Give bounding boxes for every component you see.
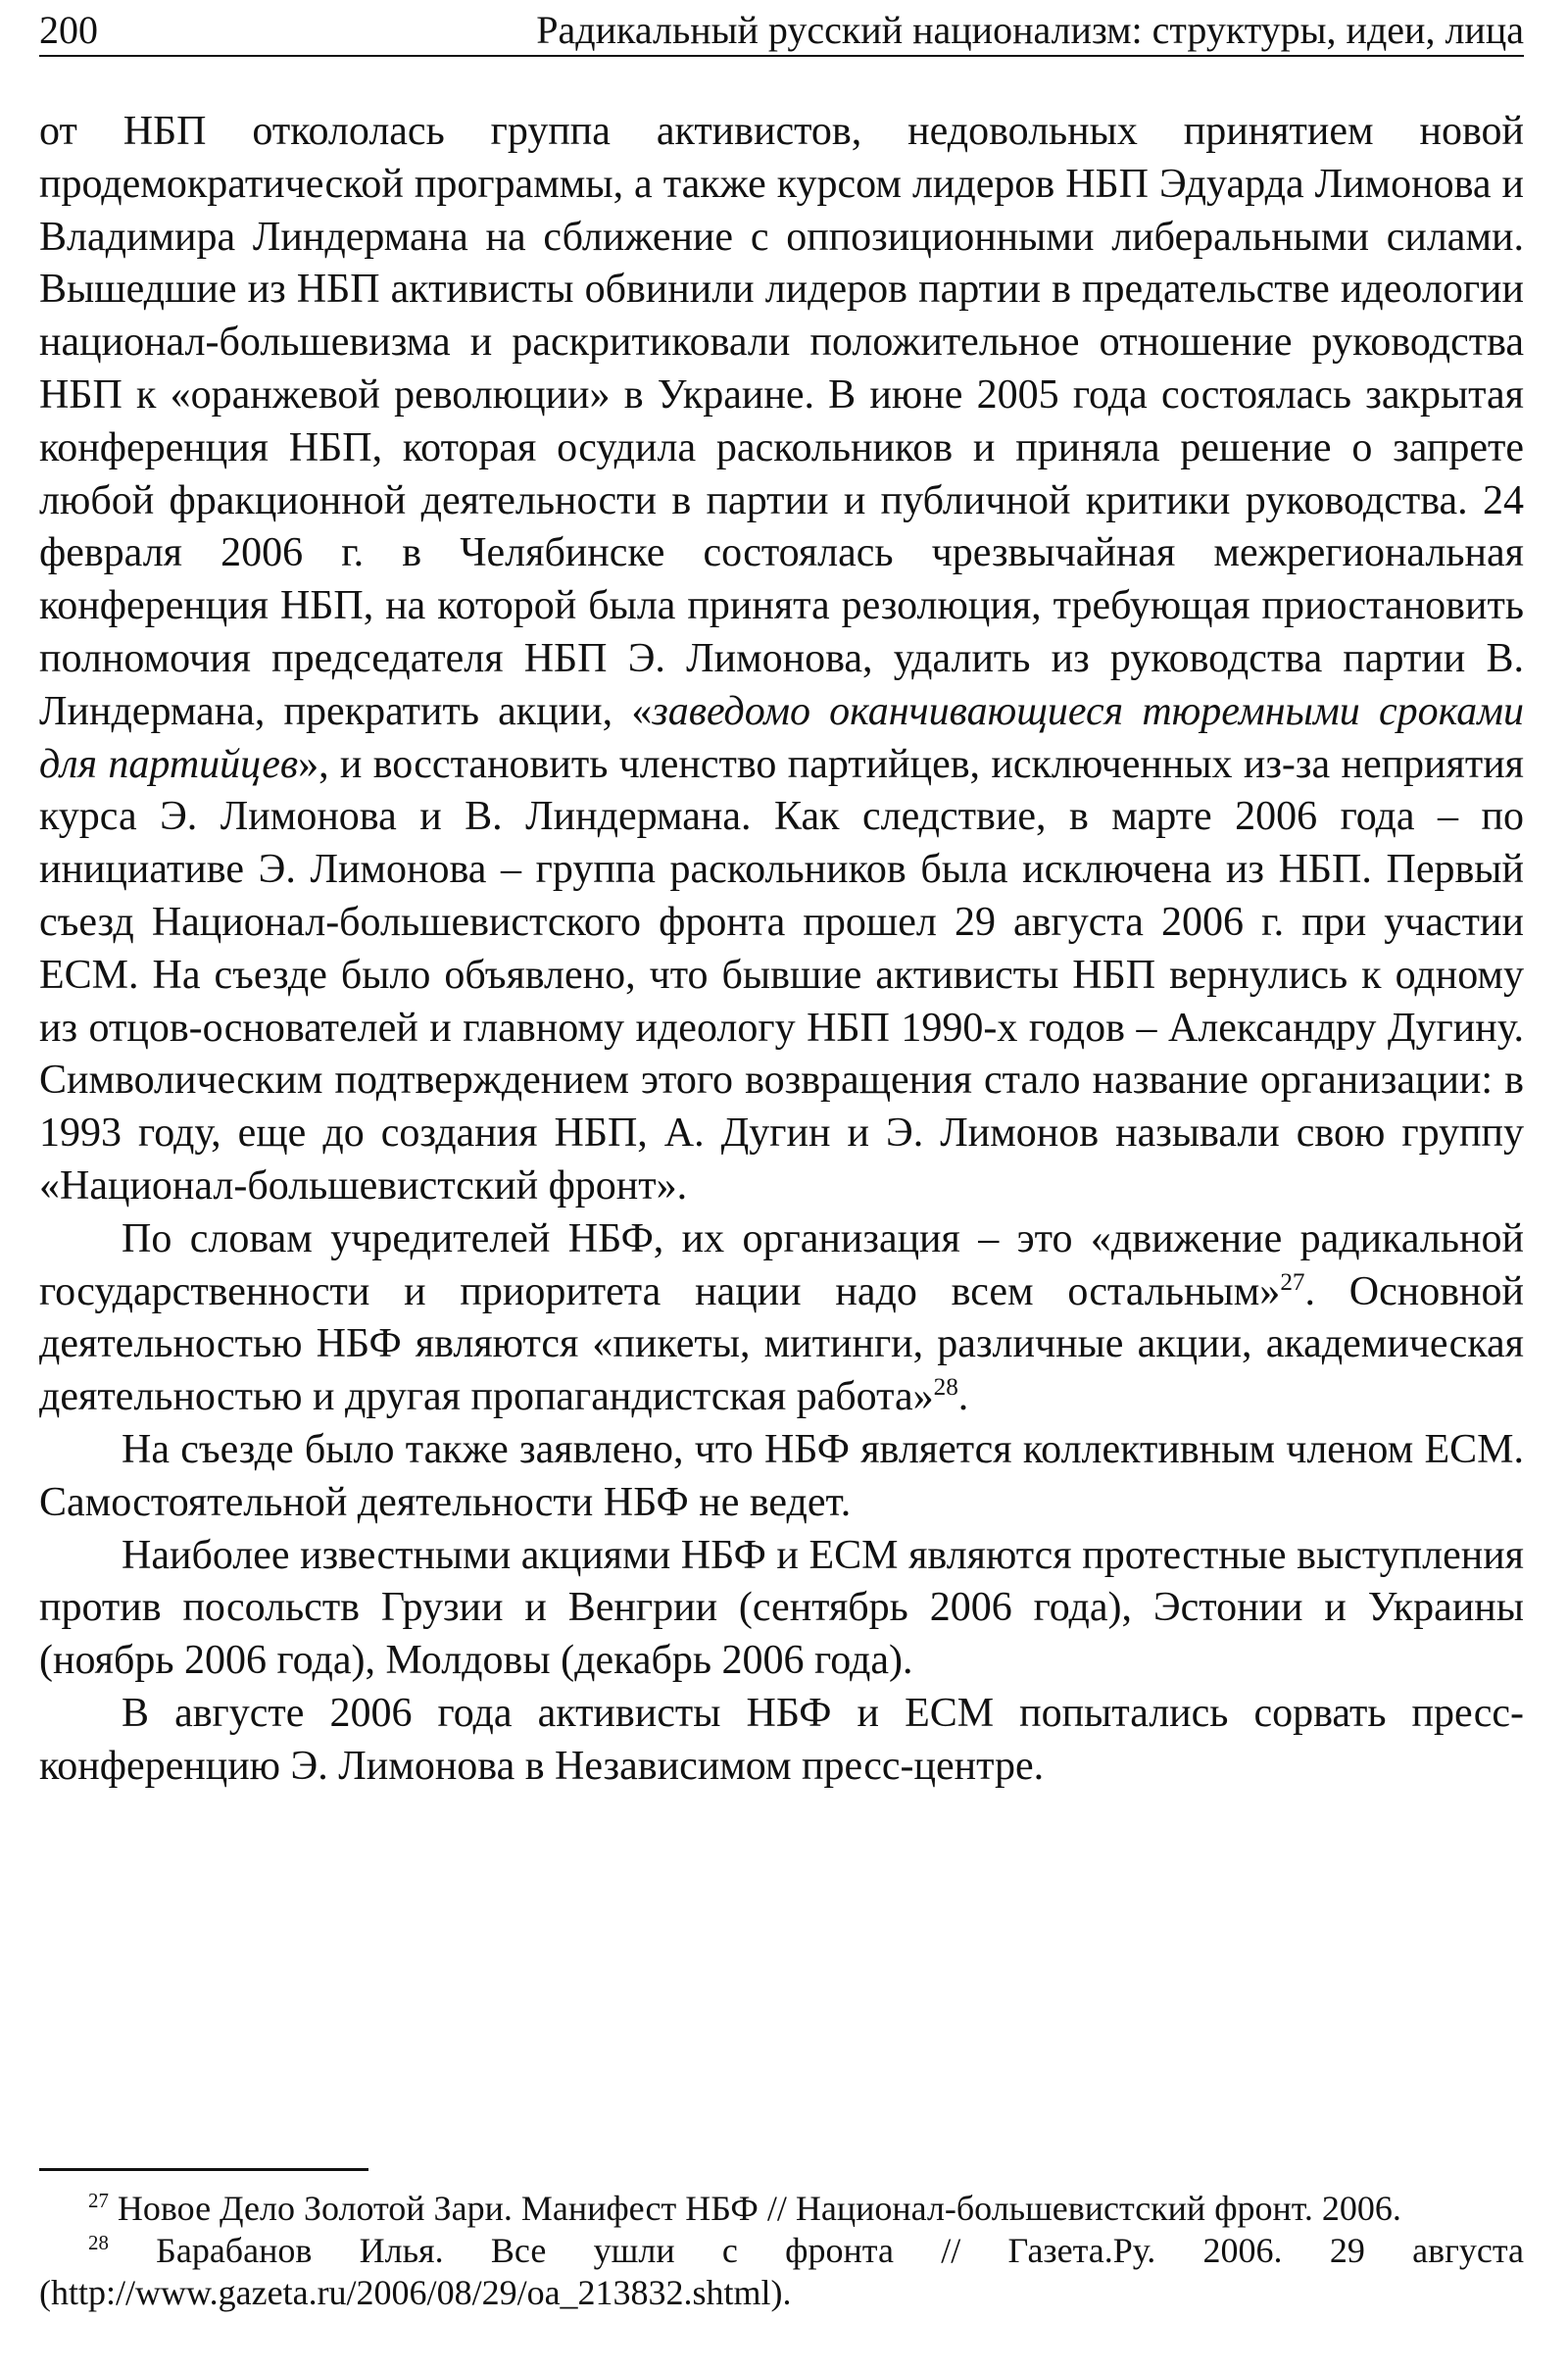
footnote-text: Новое Дело Золотой Зари. Манифест НБФ // Национал-большевистский фронт. 2006. <box>108 2189 1401 2228</box>
footnote-ref-27[interactable]: 27 <box>1280 1268 1305 1296</box>
paragraph-4: Наиболее известными акциями НБФ и ЕСМ являются протестные выступления против посольств Грузии и Венгрии (сентябрь 2006 года), Эстонии и Украины (ноябрь 2006 года), Молдовы (декабрь 2006 года). <box>39 1532 1524 1684</box>
paragraph-2 <box>39 1213 1524 1424</box>
page-number: 200 <box>39 8 98 52</box>
paragraph-3: На съезде было также заявлено, что НБФ является коллективным членом ЕСМ. Самостоятельной деятельности НБФ не ведет. <box>39 1426 1524 1525</box>
paragraph-2-text-c: . <box>957 1374 969 1420</box>
body-text <box>39 106 1524 1794</box>
paragraph-1-text-b: », и восстановить членство партийцев, исключенных из-за неприятия курса Э. Лимонова и В. Линдермана. Как следствие, в марте 2006 года – по инициативе Э. Лимонова – группа раскольников была исключена из НБП. Первый съезд Национал-большевистского фронта прошел 29 августа 2006 г. при участии ЕСМ. На съезде было объявлено, что бывшие активисты НБП вернулись к одному из отцов-основателей и главному идеологу НБП 1990-х годов – Александру Дугину. Символическим подтверждением этого возвращения стало название организации: в 1993 году, еще до создания НБП, А. Дугин и Э. Лимонов называли свою группу «Национал-большевистский фронт». <box>39 741 1525 1209</box>
paragraph-1-italic-quote: заведомо оканчивающиеся тюремными сроками для партийцев <box>39 688 1525 787</box>
running-title: Радикальный русский национализм: структуры, идеи, лица <box>536 8 1524 52</box>
footnote-number: 27 <box>88 2189 109 2212</box>
paragraph-1-text-a: от НБП откололась группа активистов, недовольных принятием новой продемократической программы, а также курсом лидеров НБП Эдуарда Лимонова и Владимира Линдермана на сближение с оппозиционными либеральными силами. Вышедшие из НБП активисты обвинили лидеров партии в предательстве идеологии национал-большевизма и раскритиковали положительное отношение руководства НБП к «оранжевой революции» в Украине. В июне 2005 года состоялась закрытая конференция НБП, которая осудила раскольников и приняла решение о запрете любой фракционной деятельности в партии и публичной критики руководства. 24 февраля 2006 г. в Челябинске состоялась чрезвычайная межрегиональная конференция НБП, на которой была принята резолюция, требующая приостановить полномочия председателя НБП Э. Лимонова, удалить из руководства партии В. Линдермана, прекратить акции, « <box>39 109 1524 734</box>
paragraph-1 <box>39 106 1524 1213</box>
footnote-divider <box>39 2168 368 2171</box>
paragraph-2-text-a: По словам учредителей НБФ, их организация – это «движение радикальной государственности и приоритета нации надо всем остальным» <box>39 1215 1524 1314</box>
footnote-number: 28 <box>88 2231 109 2254</box>
page-header <box>39 6 1524 57</box>
paragraph-2-text-b: . Основной деятельностью НБФ являются «пикеты, митинги, различные акции, академическая деятельностью и другая пропагандистская работа» <box>39 1268 1524 1420</box>
footnote-27 <box>39 2188 1524 2230</box>
footnote-ref-28[interactable]: 28 <box>933 1374 958 1402</box>
footnote-text: Барабанов Илья. Все ушли с фронта // Газета.Ру. 2006. 29 августа (http://www.gazeta.ru/2006/08/29/oa_213832.shtml). <box>39 2231 1524 2312</box>
footnote-28 <box>39 2230 1524 2314</box>
paragraph-5: В августе 2006 года активисты НБФ и ЕСМ попытались сорвать пресс-конференцию Э. Лимонова в Независимом пресс-центре. <box>39 1690 1524 1789</box>
footnotes <box>39 2188 1524 2314</box>
